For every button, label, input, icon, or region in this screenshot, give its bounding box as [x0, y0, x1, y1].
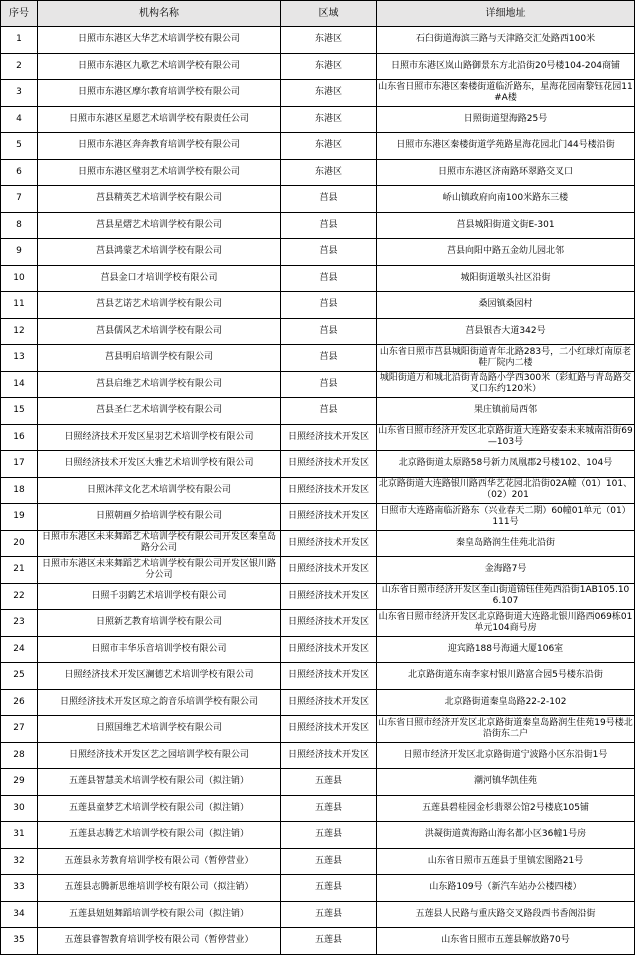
- row-index: 27: [1, 716, 38, 743]
- institution-name: 日照市丰华乐音培训学校有限公司: [38, 636, 281, 663]
- table-row: [1, 318, 635, 345]
- header-district: 区域: [281, 1, 377, 27]
- institution-name: 莒县鸿蒙艺术培训学校有限公司: [38, 239, 281, 266]
- institution-name: 日照市东港区未来舞蹈艺术培训学校有限公司开发区银川路分公司: [38, 557, 281, 584]
- institution-name: 五莲县智慧美术培训学校有限公司（拟注销）: [38, 769, 281, 796]
- district: 五莲县: [281, 822, 377, 849]
- address: 日照市大连路南临沂路东（兴业春天二期）60幢01单元（01）111号: [377, 504, 635, 531]
- district: 五莲县: [281, 901, 377, 928]
- table-row: [1, 265, 635, 292]
- district: 莒县: [281, 292, 377, 319]
- institution-name: 日照市东港区大华艺术培训学校有限公司: [38, 27, 281, 54]
- address: 五莲县碧桂园金杉翡翠公馆2号楼底105铺: [377, 795, 635, 822]
- address: 石臼街道海滨三路与天津路交汇处路西100米: [377, 27, 635, 54]
- address: 莒县城阳街道文街E-301: [377, 212, 635, 239]
- district: 五莲县: [281, 875, 377, 902]
- table-row: [1, 822, 635, 849]
- row-index: 15: [1, 398, 38, 425]
- district: 日照经济技术开发区: [281, 583, 377, 610]
- address: 日照市东港区济南路环翠路交叉口: [377, 159, 635, 186]
- address: 山东省日照市经济开发区北京路街道大连路北银川路西069栋01单元104商号房: [377, 610, 635, 637]
- address: 五莲县人民路与重庆路交叉路段西书香阁沿街: [377, 901, 635, 928]
- institution-name: 日照市东港区奔奔教育培训学校有限公司: [38, 133, 281, 160]
- table-row: [1, 292, 635, 319]
- institution-name: 日照经济技术开发区艺之园培训学校有限公司: [38, 742, 281, 769]
- header-address: 详细地址: [377, 1, 635, 27]
- row-index: 22: [1, 583, 38, 610]
- district: 东港区: [281, 80, 377, 107]
- row-index: 8: [1, 212, 38, 239]
- district: 莒县: [281, 239, 377, 266]
- address: 山东路109号（新汽车站办公楼四楼）: [377, 875, 635, 902]
- institution-name: 日照千羽鹤艺术培训学校有限公司: [38, 583, 281, 610]
- institution-name: 日照沐萍文化艺术培训学校有限公司: [38, 477, 281, 504]
- row-index: 23: [1, 610, 38, 637]
- district: 莒县: [281, 345, 377, 372]
- district: 莒县: [281, 318, 377, 345]
- institution-name: 日照经济技术开发区澜德艺术培训学校有限公司: [38, 663, 281, 690]
- district: 日照经济技术开发区: [281, 742, 377, 769]
- address: 潮河镇华凯佳苑: [377, 769, 635, 796]
- address: 北京路街道东南李家村银川路富合园5号楼东沿街: [377, 663, 635, 690]
- header-index: 序号: [1, 1, 38, 27]
- address: 果庄镇前局西邻: [377, 398, 635, 425]
- address: 山东省日照市经济开发区奎山街道锦钰佳苑西沿街1AB105.106.107: [377, 583, 635, 610]
- row-index: 13: [1, 345, 38, 372]
- table-row: [1, 848, 635, 875]
- institution-name: 莒县金口才培训学校有限公司: [38, 265, 281, 292]
- row-index: 32: [1, 848, 38, 875]
- district: 东港区: [281, 53, 377, 80]
- district: 日照经济技术开发区: [281, 689, 377, 716]
- institution-name: 五莲县永芳教育培训学校有限公司（暂停营业）: [38, 848, 281, 875]
- table-row: [1, 239, 635, 266]
- district: 东港区: [281, 159, 377, 186]
- district: 莒县: [281, 398, 377, 425]
- district: 莒县: [281, 265, 377, 292]
- table-header-row: [1, 1, 635, 27]
- institution-name: 日照市东港区九歌艺术培训学校有限公司: [38, 53, 281, 80]
- address: 日照市经济开发区北京路街道宁波路小区东沿街1号: [377, 742, 635, 769]
- address: 山东省日照市东港区秦楼街道临沂路东，星海花园南黎钰花园11#A楼: [377, 80, 635, 107]
- district: 莒县: [281, 212, 377, 239]
- table-row: [1, 106, 635, 133]
- address: 峤山镇政府向南100米路东三楼: [377, 186, 635, 213]
- table-row: [1, 80, 635, 107]
- table-row: [1, 133, 635, 160]
- address: 山东省日照市经济开发区北京路街道大连路安泰未来城南沿街69—103号: [377, 424, 635, 451]
- address: 桑园镇桑园村: [377, 292, 635, 319]
- table-row: [1, 636, 635, 663]
- row-index: 11: [1, 292, 38, 319]
- table-row: [1, 928, 635, 955]
- row-index: 29: [1, 769, 38, 796]
- row-index: 17: [1, 451, 38, 478]
- table-row: [1, 663, 635, 690]
- district: 日照经济技术开发区: [281, 424, 377, 451]
- address: 迎宾路188号海通大厦106室: [377, 636, 635, 663]
- row-index: 7: [1, 186, 38, 213]
- institution-name: 日照市东港区星愿艺术培训学校有限责任公司: [38, 106, 281, 133]
- table-row: [1, 557, 635, 584]
- row-index: 28: [1, 742, 38, 769]
- institution-name: 莒县星熠艺术培训学校有限公司: [38, 212, 281, 239]
- table-row: [1, 398, 635, 425]
- row-index: 30: [1, 795, 38, 822]
- district: 日照经济技术开发区: [281, 557, 377, 584]
- institution-name: 日照市东港区未来舞蹈艺术培训学校有限公司开发区秦皇岛路分公司: [38, 530, 281, 557]
- address: 金海路7号: [377, 557, 635, 584]
- row-index: 1: [1, 27, 38, 54]
- table-row: [1, 451, 635, 478]
- table-row: [1, 477, 635, 504]
- table-row: [1, 159, 635, 186]
- row-index: 26: [1, 689, 38, 716]
- header-institution-name: 机构名称: [38, 1, 281, 27]
- district: 日照经济技术开发区: [281, 477, 377, 504]
- table-row: [1, 716, 635, 743]
- institution-name: 日照新艺教育培训学校有限公司: [38, 610, 281, 637]
- address: 山东省日照市五莲县解放路70号: [377, 928, 635, 955]
- address: 城阳街道万和城北沿街青岛路小学西300米（彩虹路与青岛路交叉口东约120米）: [377, 371, 635, 398]
- district: 莒县: [281, 371, 377, 398]
- address: 洪凝街道黄海路山海名都小区36幢1号房: [377, 822, 635, 849]
- table-row: [1, 504, 635, 531]
- institution-name: 莒县明启培训学校有限公司: [38, 345, 281, 372]
- table-row: [1, 530, 635, 557]
- address: 莒县向阳中路五金幼儿园北邻: [377, 239, 635, 266]
- district: 日照经济技术开发区: [281, 636, 377, 663]
- row-index: 6: [1, 159, 38, 186]
- row-index: 34: [1, 901, 38, 928]
- institution-name: 日照经济技术开发区大雅艺术培训学校有限公司: [38, 451, 281, 478]
- institution-name: 莒县精英艺术培训学校有限公司: [38, 186, 281, 213]
- institution-name: 五莲县妞妞舞蹈培训学校有限公司（拟注销）: [38, 901, 281, 928]
- address: 城阳街道墩头社区沿街: [377, 265, 635, 292]
- table-row: [1, 901, 635, 928]
- row-index: 12: [1, 318, 38, 345]
- table-row: [1, 53, 635, 80]
- address: 秦皇岛路润生佳苑北沿街: [377, 530, 635, 557]
- institution-name: 日照朝画夕拾培训学校有限公司: [38, 504, 281, 531]
- institution-name: 五莲县睿智教育培训学校有限公司（暂停营业）: [38, 928, 281, 955]
- institution-name: 五莲县志腾新思维培训学校有限公司（拟注销）: [38, 875, 281, 902]
- table-row: [1, 27, 635, 54]
- district: 五莲县: [281, 928, 377, 955]
- institution-name: 日照经济技术开发区琼之韵音乐培训学校有限公司: [38, 689, 281, 716]
- row-index: 9: [1, 239, 38, 266]
- row-index: 10: [1, 265, 38, 292]
- address: 山东省日照市经济开发区北京路街道秦皇岛路润生佳苑19号楼北沿街东二户: [377, 716, 635, 743]
- row-index: 18: [1, 477, 38, 504]
- table-row: [1, 583, 635, 610]
- address: 日照市东港区秦楼街道学苑路星海花园北门44号楼沿街: [377, 133, 635, 160]
- row-index: 31: [1, 822, 38, 849]
- table-row: [1, 689, 635, 716]
- row-index: 5: [1, 133, 38, 160]
- row-index: 2: [1, 53, 38, 80]
- institution-name: 日照市东港区璧羽艺术培训学校有限公司: [38, 159, 281, 186]
- table-row: [1, 424, 635, 451]
- district: 日照经济技术开发区: [281, 610, 377, 637]
- address: 北京路街道太原路58号新力凤凰郡2号楼102、104号: [377, 451, 635, 478]
- district: 东港区: [281, 106, 377, 133]
- address: 日照街道望海路25号: [377, 106, 635, 133]
- address: 莒县银杏大道342号: [377, 318, 635, 345]
- table-row: [1, 345, 635, 372]
- institution-name: 五莲县童梦艺术培训学校有限公司（拟注销）: [38, 795, 281, 822]
- institution-name: 日照经济技术开发区星羽艺术培训学校有限公司: [38, 424, 281, 451]
- table-row: [1, 875, 635, 902]
- table-row: [1, 769, 635, 796]
- row-index: 4: [1, 106, 38, 133]
- district: 日照经济技术开发区: [281, 716, 377, 743]
- table-body: [1, 27, 635, 955]
- row-index: 14: [1, 371, 38, 398]
- district: 日照经济技术开发区: [281, 663, 377, 690]
- row-index: 20: [1, 530, 38, 557]
- row-index: 25: [1, 663, 38, 690]
- address: 北京路街道大连路银川路西华艺花园北沿街02A幢（01）101、（02）201: [377, 477, 635, 504]
- institution-name: 日照国维艺术培训学校有限公司: [38, 716, 281, 743]
- address: 山东省日照市五莲县于里镇宏图路21号: [377, 848, 635, 875]
- district: 莒县: [281, 186, 377, 213]
- table-row: [1, 795, 635, 822]
- table-row: [1, 742, 635, 769]
- institution-name: 日照市东港区摩尔教育培训学校有限公司: [38, 80, 281, 107]
- institution-name: 莒县启维艺术培训学校有限公司: [38, 371, 281, 398]
- table-row: [1, 212, 635, 239]
- row-index: 33: [1, 875, 38, 902]
- district: 日照经济技术开发区: [281, 504, 377, 531]
- address: 山东省日照市莒县城阳街道青年北路283号，二小红球灯南原老鞋厂院内二楼: [377, 345, 635, 372]
- address: 北京路街道秦皇岛路22-2-102: [377, 689, 635, 716]
- district: 日照经济技术开发区: [281, 451, 377, 478]
- institution-name: 莒县儒风艺术培训学校有限公司: [38, 318, 281, 345]
- row-index: 21: [1, 557, 38, 584]
- row-index: 19: [1, 504, 38, 531]
- institution-name: 莒县圣仁艺术培训学校有限公司: [38, 398, 281, 425]
- address: 日照市东港区岚山路御景东方北沿街20号楼104-204商铺: [377, 53, 635, 80]
- row-index: 3: [1, 80, 38, 107]
- table-row: [1, 610, 635, 637]
- institution-name: 五莲县志腾艺术培训学校有限公司（拟注销）: [38, 822, 281, 849]
- table-row: [1, 186, 635, 213]
- district: 日照经济技术开发区: [281, 530, 377, 557]
- row-index: 35: [1, 928, 38, 955]
- row-index: 24: [1, 636, 38, 663]
- institution-name: 莒县艺诺艺术培训学校有限公司: [38, 292, 281, 319]
- row-index: 16: [1, 424, 38, 451]
- district: 五莲县: [281, 848, 377, 875]
- table-row: [1, 371, 635, 398]
- district: 五莲县: [281, 769, 377, 796]
- district: 东港区: [281, 133, 377, 160]
- district: 东港区: [281, 27, 377, 54]
- district: 五莲县: [281, 795, 377, 822]
